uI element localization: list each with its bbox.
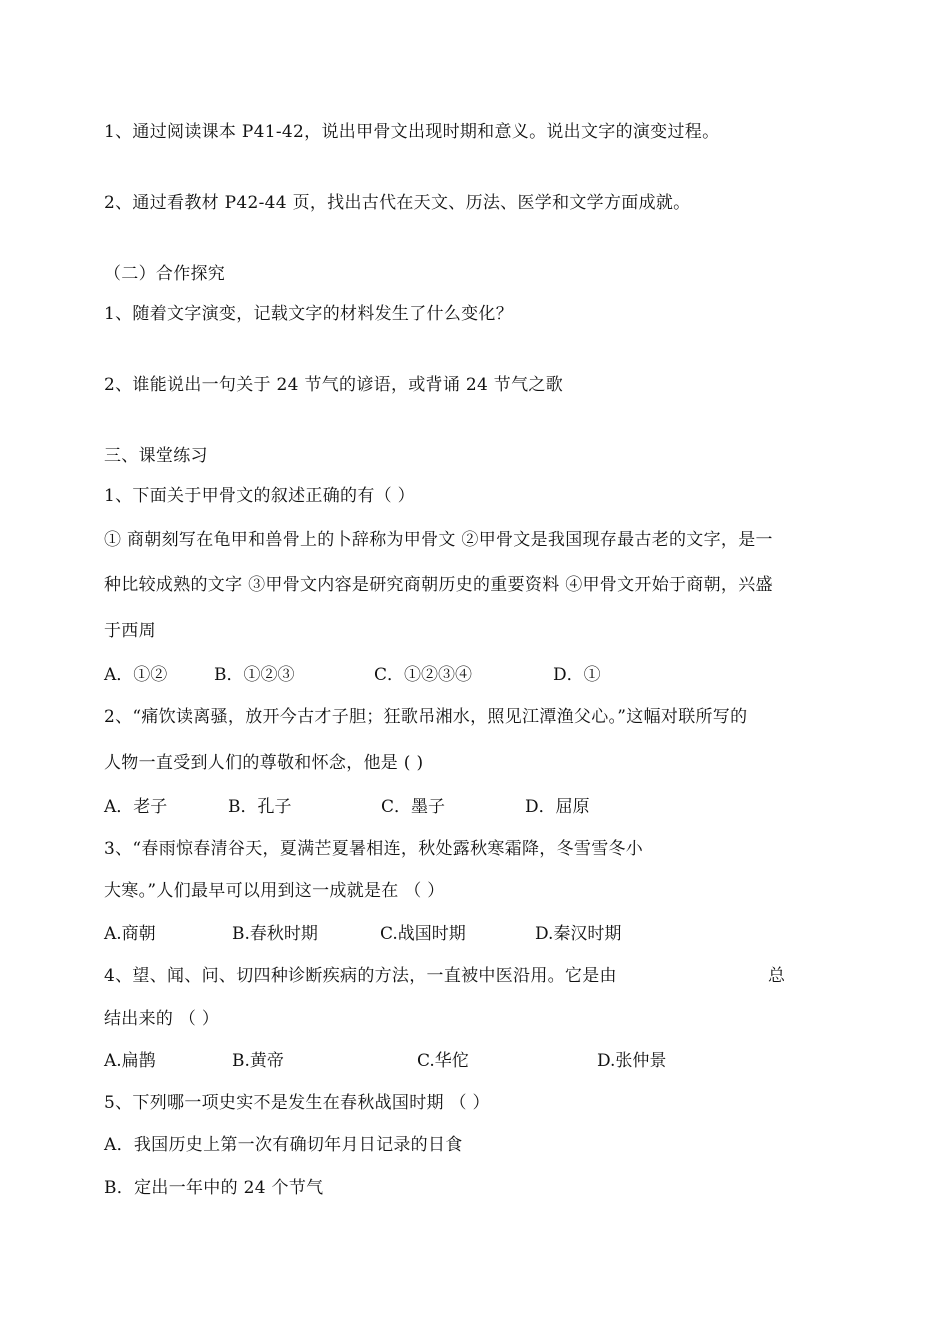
exercise-q2-option-d: D．屈原: [525, 797, 590, 817]
exercise-q1-option-b: B．①②③: [214, 665, 295, 685]
exercise-q3-text-line: 大寒。”人们最早可以用到这一成就是在 （ ）: [104, 881, 445, 901]
exercise-q4-option-a: A.扁鹊: [104, 1051, 156, 1071]
self-study-question-1: 1、通过阅读课本 P41-42，说出甲骨文出现时期和意义。说出文字的演变过程。: [104, 122, 720, 142]
exercise-q3-option-c: C.战国时期: [380, 924, 466, 944]
exercise-q1-option-a: A．①②: [104, 665, 168, 685]
exercise-q5-stem: 5、下列哪一项史实不是发生在春秋战国时期 （ ）: [104, 1093, 490, 1113]
cooperation-heading: （二）合作探究: [104, 264, 226, 284]
exercise-q3-text-line: 3、“春雨惊春清谷天，夏满芒夏暑相连，秋处露秋寒霜降，冬雪雪冬小: [104, 839, 644, 859]
exercise-q4-text-end: 总: [768, 966, 785, 986]
exercise-q4-text-line: 结出来的 （ ）: [104, 1009, 220, 1029]
exercise-q4-option-b: B.黄帝: [232, 1051, 284, 1071]
exercise-q3-option-a: A.商朝: [104, 924, 156, 944]
exercise-q2-option-c: C．墨子: [381, 797, 446, 817]
exercise-q4-option-d: D.张仲景: [597, 1051, 667, 1071]
exercise-q4-text-line: 4、望、闻、问、切四种诊断疾病的方法，一直被中医沿用。它是由: [104, 966, 617, 986]
exercise-q3-option-d: D.秦汉时期: [535, 924, 622, 944]
exercise-q2-text-line: 人物一直受到人们的尊敬和怀念，他是 ( ): [104, 753, 424, 773]
exercise-q1-option-d: D．①: [553, 665, 601, 685]
cooperation-question-1: 1、随着文字演变，记载文字的材料发生了什么变化？: [104, 304, 514, 324]
exercise-q1-text-line: 于西周: [104, 621, 156, 641]
exercise-q2-option-a: A．老子: [104, 797, 168, 817]
exercise-q1-option-c: C．①②③④: [374, 665, 473, 685]
exercise-heading: 三、课堂练习: [104, 446, 208, 466]
self-study-question-2: 2、通过看教材 P42-44 页，找出古代在天文、历法、医学和文学方面成就。: [104, 193, 691, 213]
exercise-q2-option-b: B．孔子: [228, 797, 292, 817]
exercise-q1-stem: 1、下面关于甲骨文的叙述正确的有（ ）: [104, 486, 415, 506]
exercise-q1-text-line: 种比较成熟的文字 ③甲骨文内容是研究商朝历史的重要资料 ④甲骨文开始于商朝，兴盛: [104, 575, 773, 595]
exercise-q5-option-b: B．定出一年中的 24 个节气: [104, 1178, 324, 1198]
exercise-q5-option-a: A．我国历史上第一次有确切年月日记录的日食: [104, 1135, 463, 1155]
exercise-q3-option-b: B.春秋时期: [232, 924, 318, 944]
exercise-q1-text-line: ① 商朝刻写在龟甲和兽骨上的卜辞称为甲骨文 ②甲骨文是我国现存最古老的文字，是一: [104, 530, 773, 550]
cooperation-question-2: 2、谁能说出一句关于 24 节气的谚语，或背诵 24 节气之歌: [104, 375, 563, 395]
exercise-q2-text-line: 2、“痛饮读离骚，放开今古才子胆；狂歌吊湘水，照见江潭渔父心。”这幅对联所写的: [104, 707, 748, 727]
exercise-q4-option-c: C.华佗: [417, 1051, 469, 1071]
